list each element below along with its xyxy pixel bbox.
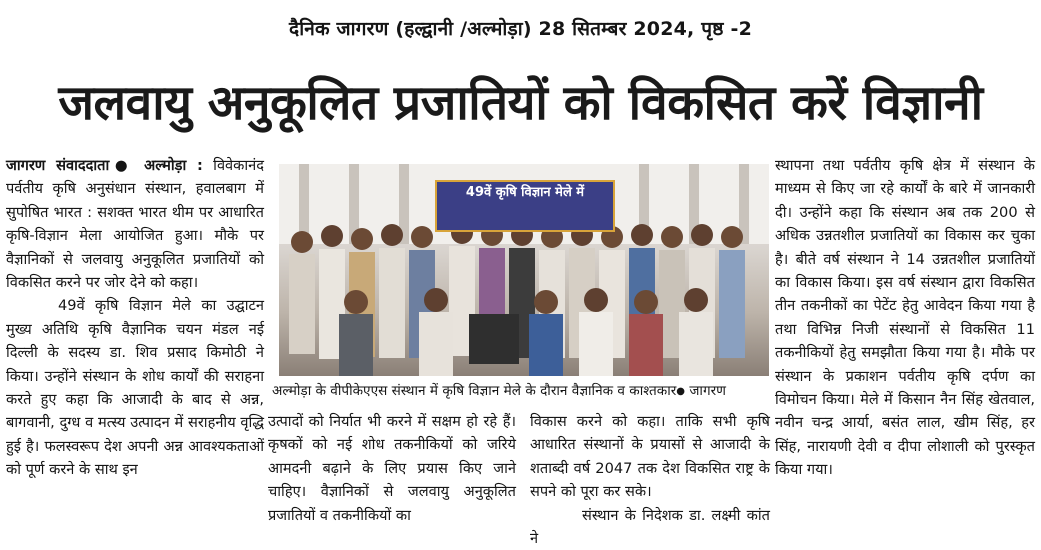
caption-bullet: ●: [676, 386, 686, 397]
event-banner: 49वें कृषि विज्ञान मेले में: [435, 180, 615, 232]
article-column-2: [268, 410, 516, 523]
news-photo: [279, 164, 769, 376]
paragraph: [6, 154, 264, 294]
paragraph: स्थापना तथा पर्वतीय कृषि क्षेत्र में संस्थान के माध्यम से किए जा रहे कार्यों के बारे में जानकारी दी। उन्होंने कहा कि संस्थान अब तक 200 से अधिक उन्नतशील प्रजातियों का विकास कर चुका है। बीते वर्ष संस्थान ने 14 उन्नतशील प्रजातियों का विकास किया। इस वर्ष संस्थान द्वारा विकसित तीन तकनीकों का पेटेंट हेतु आवेदन किया गया है तथा विभिन्न निजी संस्थानों से विकसित 11 तकनीकियों हेतु समझौता किया गया है। मौके पर संस्थान के प्रकाशन पर्वतीय कृषि दर्पण का विमोचन किया। मेले में किसान नैन सिंह खेतवाल, नवीन चन्द्र आर्या, बसंत लाल, खीम सिंह, हर सिंह, नारायणी देवी व दीपा लोशाली को पुरस्कृत किया गया।: [775, 157, 1035, 479]
photo-caption: [272, 378, 772, 404]
paragraph: संस्थान के निदेशक डा. लक्ष्मी कांत ने: [530, 506, 770, 548]
article-column-3: [530, 410, 770, 548]
caption-credit: जागरण: [685, 383, 726, 399]
paragraph: उत्पादों को निर्यात भी करने में सक्षम हो रहे हैं। कृषकों को नई शोध तकनीकियों को जरिये आमदनी बढ़ाने के लिए प्रयास किए जाने चाहिए। वैज्ञानिकों से जलवायु अनुकूलित प्रजातियों व तकनीकियों का: [268, 413, 516, 524]
byline: जागरण संवाददाता: [6, 157, 110, 174]
dateline: अल्मोड़ा :: [133, 157, 203, 174]
article-column-1: [6, 154, 264, 523]
paragraph: 49वें कृषि विज्ञान मेले का उद्घाटन मुख्य अतिथि कृषि वैज्ञानिक चयन मंडल नई दिल्ली के सदस्य डा. शिव प्रसाद किमोठी ने किया। उन्होंने संस्थान के शोध कार्यों की सराहना करते हुए कहा कि आजादी के बाद से अन्न, बागवानी, दुग्ध व मत्स्य उत्पादन में सराहनीय वृद्धि हुई है। फलस्वरूप देश अपनी अन्न आवश्यकताओं को पूर्ण करने के साथ इन: [6, 297, 264, 479]
paragraph: विकास करने को कहा। ताकि सभी कृषि आधारित संस्थानों के प्रयासों से आजादी के शताब्दी वर्ष 2047 तक देश विकसित राष्ट्र के सपने को पूरा कर सके।: [530, 413, 770, 501]
headline: जलवायु अनुकूलित प्रजातियों को विकसित करें विज्ञानी: [58, 75, 983, 131]
byline-separator: ●: [109, 157, 134, 174]
paragraph-text: विवेकानंद पर्वतीय कृषि अनुसंधान संस्थान, हवालबाग में सुपोषित भारत : सशक्त भारत थीम पर आधारित कृषि-विज्ञान मेला आयोजित हुआ। मौके पर वैज्ञानिकों से जलवायु अनुकूलित प्रजातियों को विकसित करने पर जोर देने को कहा।: [6, 157, 265, 292]
caption-text: अल्मोड़ा के वीपीकेएएस संस्थान में कृषि विज्ञान मेले के दौरान वैज्ञानिक व काश्तकार: [272, 383, 677, 399]
machine: [469, 314, 519, 364]
article-column-4: [775, 154, 1035, 523]
masthead: दैनिक जागरण (हल्द्वानी /अल्मोड़ा) 28 सितम्बर 2024, पृष्ठ -2: [288, 18, 752, 40]
